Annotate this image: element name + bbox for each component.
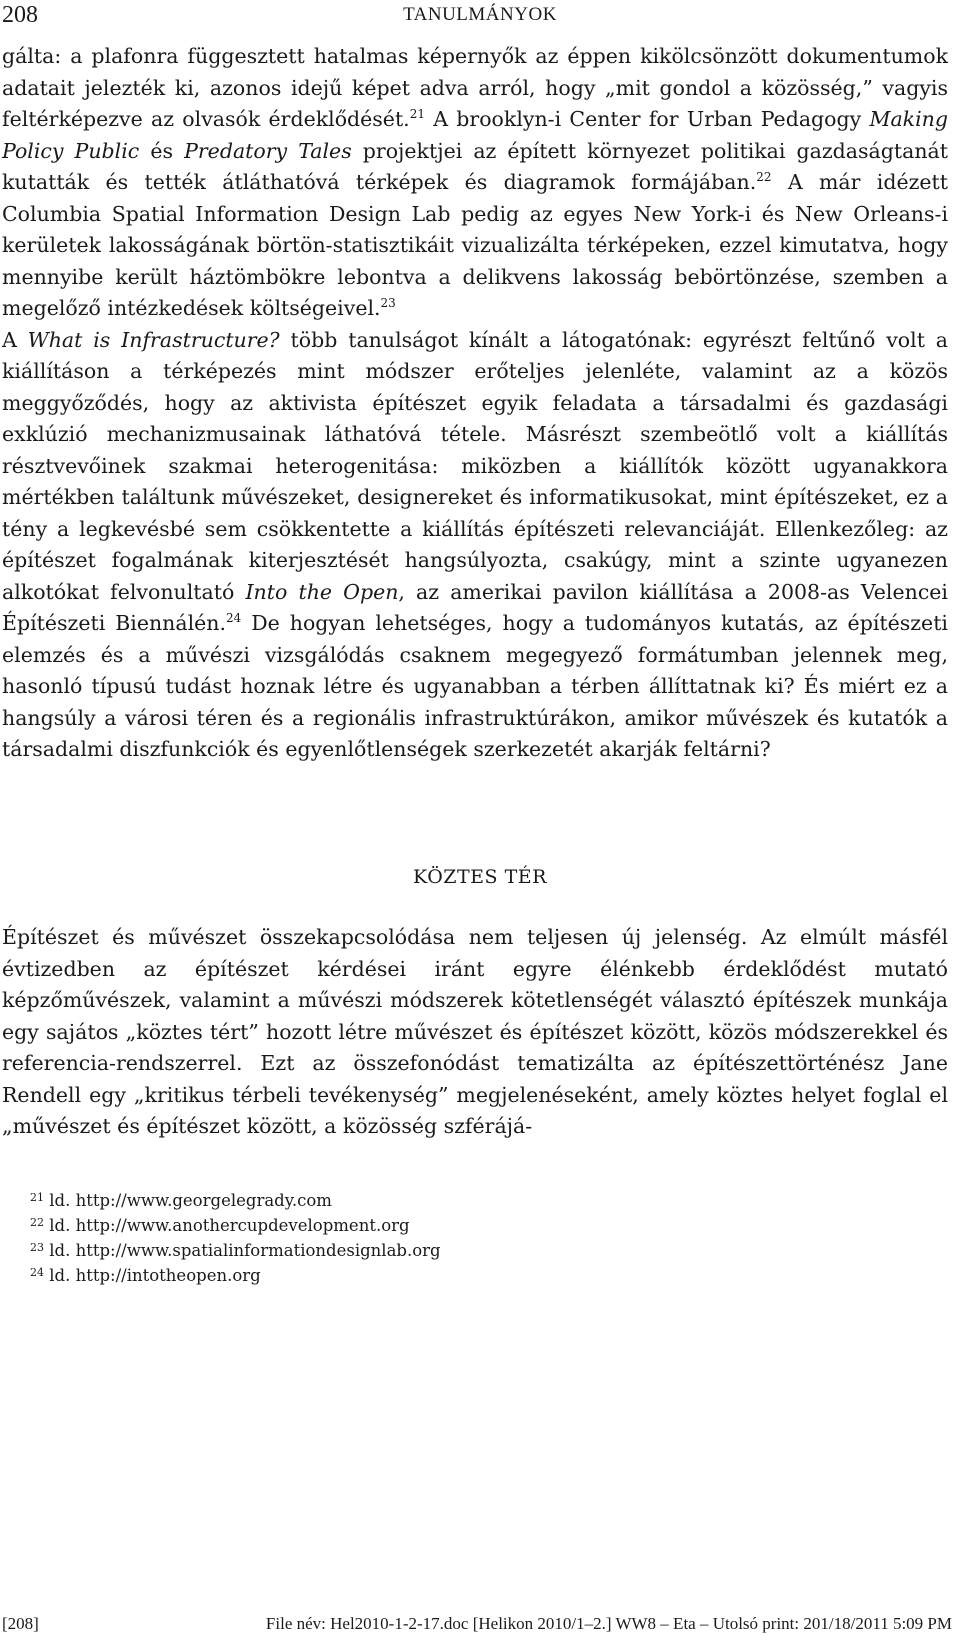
paragraph-2: A What is Infrastructure? több tanulságot kínált a látogatónak: egyrészt feltűnő volt a kiállításon a térképezés mint módszer erőteljes jelenléte, valamint az a közös meggyőződés, hogy az aktivista építészet egyik feladata a társadalmi és gazdasági exklúzió mechanizmusainak láthatóvá tétele. Másrészt szembeötlő volt a kiállítás résztvevőinek szakmai heterogenitása: miközben a kiállítók között ugyanakkora mértékben találtunk művészeket, designereket és informatikusokat, mint építészeket, ez a tény a legkevésbé sem csökkentette a kiállítás építészeti relevanciáját. Ellenkezőleg: az építészet fogalmának kiterjesztését hangsúlyozta, csakúgy, mint a szinte ugyanezen alkotókat felvonultató Into the Open, az amerikai pavilon kiállítása a 2008-as Velencei Építészeti Biennálén.$^{24}$ De hogyan lehetséges, hogy a tudományos kutatás, az építészeti elemzés és a művészi vizsgálódás csaknem megegyező formátumban jelennek meg, hasonló típusú tudást hoznak létre és ugyanabban a térben állíttatnak ki? És miért ez a hangsúly a városi téren és a regionális infrastruktúrákon, amikor művészek és kutatók a társadalmi diszfunkciók és egyenlőtlenségek szerkezetét akarják feltárni? <box>2 327 948 761</box>
body-text <box>2 41 948 766</box>
footnote-22: $^{22}$ ld. http://www.anothercupdevelopment.org <box>30 1216 410 1235</box>
footnote-link[interactable]: ld. http://www.georgelegrady.com <box>44 1191 332 1210</box>
footnote-ref-22[interactable]: 22 <box>756 170 772 184</box>
paragraph-3: Építészet és művészet összekapcsolódása nem teljesen új jelenség. Az elmúlt másfél évtizedben az építészet kérdései iránt egyre élénkebb érdeklődést mutató képzőművészek, valamint a művészi módszerek kötetlenségét választó építészek munkája egy sajátos „köztes tért” hozott létre művészet és építészet között, közös módszerekkel és referencia-rendszerrel. Ezt az összefonódást tematizálta az építészettörténész Jane Rendell egy „kritikus térbeli tevékenység” megjelenéseként, amely köztes helyet foglal el „művészet és építészet között, a közösség szférájá- <box>2 925 948 1138</box>
paragraph-1: gálta: a plafonra függesztett hatalmas képernyők az éppen kikölcsönzött dokumentumok adatait jelezték ki, azonos idejű képet adva arról, hogy „mit gondol a közösség,” vagyis feltérképezve az olvasók érdeklődését.$^{21}$ A brooklyn-i Center for Urban Pedagogy Making Policy Public és Predatory Tales projektjei az épített környezet politikai gazdaságtanát kutatták és tették átláthatóvá térképek és diagramok formájában.$^{22}$ A már idézett Columbia Spatial Information Design Lab pedig az egyes New York-i és New Orleans-i kerületek lakosságának börtön-statisztikáit vizualizálta térképeken, ezzel kimutatva, hogy mennyibe került háztömbökre lebontva a delikvens lakosság bebörtönzése, szemben a megelőző intézkedések költségeivel.$^{23}$ <box>2 44 949 320</box>
project-title-1: Making Policy Public <box>2 107 948 163</box>
running-title: TANULMÁNYOK <box>403 4 557 25</box>
footnote-link[interactable]: ld. http://intotheopen.org <box>44 1266 261 1285</box>
page-number: 208 <box>2 2 38 28</box>
body-text-2 <box>2 922 948 1143</box>
footnote-link[interactable]: ld. http://www.anothercupdevelopment.org <box>44 1216 410 1235</box>
footnote-ref-21[interactable]: 21 <box>409 107 425 121</box>
footnote-24: $^{24}$ ld. http://intotheopen.org <box>30 1266 261 1285</box>
project-title-2: Predatory Tales <box>184 138 352 163</box>
footnote-link[interactable]: ld. http://www.spatialinformationdesignlab.org <box>44 1241 441 1260</box>
section-heading: KÖZTES TÉR <box>413 866 547 888</box>
footnote-23: $^{23}$ ld. http://www.spatialinformationdesignlab.org <box>30 1241 441 1260</box>
footnote-ref-24[interactable]: 24 <box>226 611 242 625</box>
exhibition-title: What is Infrastructure? <box>27 327 280 352</box>
exhibition-title-2: Into the Open <box>245 579 399 604</box>
footer-page-number: [208] <box>2 1614 39 1633</box>
footer-file-info: File név: Hel2010-1-2-17.doc [Helikon 2010/1–2.] WW8 – Eta – Utolsó print: 201/18/2011 5:09 PM <box>265 1614 952 1633</box>
footnotes <box>30 1188 441 1288</box>
footnote-ref-23[interactable]: 23 <box>380 296 396 310</box>
footnote-21: $^{21}$ ld. http://www.georgelegrady.com <box>30 1191 332 1210</box>
